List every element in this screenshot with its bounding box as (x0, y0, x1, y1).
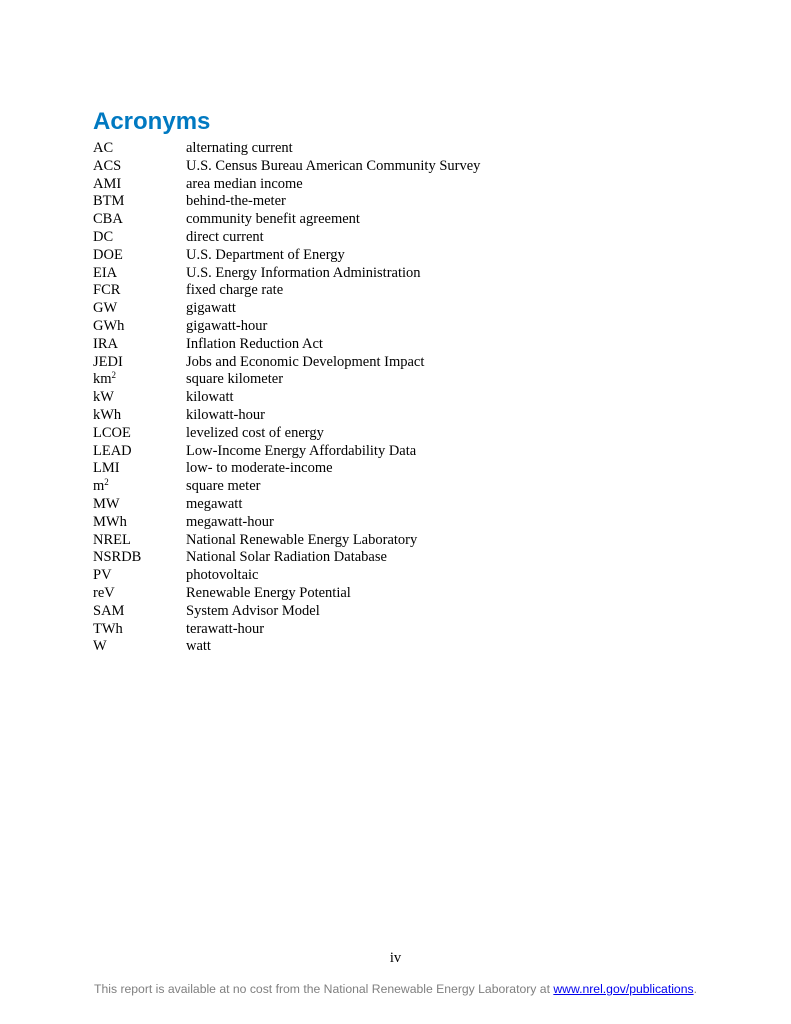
acronym-term-text: AC (93, 140, 114, 156)
acronym-term (93, 514, 186, 532)
acronym-term-text: BTM (93, 193, 125, 210)
acronym-row (93, 532, 480, 550)
acronym-row (93, 300, 480, 318)
acronym-definition: gigawatt-hour (186, 317, 268, 334)
acronym-term-text: m (93, 478, 105, 495)
acronym-definition: levelized cost of energy (186, 424, 324, 441)
acronym-term (93, 603, 186, 621)
acronym-superscript: 2 (111, 370, 117, 381)
acronym-term-text: LCOE (93, 424, 131, 441)
acronym-row (93, 336, 480, 354)
acronym-term (93, 300, 186, 318)
acronym-term (93, 478, 186, 496)
acronym-term-text: DC (93, 228, 114, 245)
acronym-row (93, 514, 480, 532)
footer-end: . (693, 982, 697, 996)
acronym-row (93, 158, 480, 176)
acronym-term (93, 318, 186, 336)
acronym-term-text: SAM (93, 602, 125, 619)
acronym-definition: behind-the-meter (186, 193, 286, 210)
acronym-definition: U.S. Census Bureau American Community Survey (186, 157, 481, 174)
acronym-term (93, 282, 186, 300)
acronym-row (93, 354, 480, 372)
acronym-definition: kilowatt-hour (186, 406, 265, 423)
acronym-term (93, 621, 186, 639)
acronym-row (93, 229, 480, 247)
page-title: Acronyms (93, 108, 211, 135)
acronym-term (93, 389, 186, 407)
acronym-term-text: kW (93, 389, 114, 406)
acronym-term (93, 532, 186, 550)
acronym-row (93, 425, 480, 443)
acronym-term-text: GWh (93, 317, 125, 334)
acronym-term-text: FCR (93, 282, 121, 299)
acronym-term-text: reV (93, 584, 115, 601)
acronym-term (93, 176, 186, 194)
acronym-definition: alternating current (186, 140, 293, 156)
acronym-term (93, 371, 186, 389)
acronym-row (93, 496, 480, 514)
acronym-term-text: TWh (93, 620, 123, 637)
acronym-term-text: kWh (93, 406, 122, 423)
acronym-term-text: GW (93, 300, 118, 317)
acronym-term (93, 336, 186, 354)
acronym-definition: Renewable Energy Potential (186, 584, 351, 601)
acronym-row (93, 371, 480, 389)
acronym-term-text: ACS (93, 157, 122, 174)
acronym-term-text: NSRDB (93, 549, 142, 566)
acronym-row (93, 265, 480, 283)
acronym-definition: megawatt (186, 495, 243, 512)
acronym-definition: Inflation Reduction Act (186, 335, 323, 352)
acronym-term (93, 496, 186, 514)
acronym-row (93, 603, 480, 621)
acronym-definition: Jobs and Economic Development Impact (186, 353, 425, 370)
acronym-term (93, 265, 186, 283)
acronym-row (93, 193, 480, 211)
acronym-term-text: DOE (93, 246, 123, 263)
acronym-definition: U.S. Department of Energy (186, 246, 345, 263)
footer-text: This report is available at no cost from the National Renewable Energy Laboratory at (94, 982, 554, 996)
acronym-row (93, 621, 480, 639)
acronym-term-text: JEDI (93, 353, 123, 370)
acronym-term-text: km (93, 371, 112, 388)
acronym-term-text: MWh (93, 513, 127, 530)
acronym-term (93, 585, 186, 603)
acronym-term-text: LEAD (93, 442, 132, 459)
acronym-term (93, 407, 186, 425)
acronym-term-text: EIA (93, 264, 118, 281)
acronym-term (93, 140, 186, 158)
acronym-row (93, 211, 480, 229)
acronym-term-text: PV (93, 567, 112, 584)
acronym-definition: square kilometer (186, 371, 284, 388)
publications-link[interactable]: www.nrel.gov/publications (553, 982, 694, 996)
acronym-term (93, 247, 186, 265)
acronym-definition: U.S. Energy Information Administration (186, 264, 421, 281)
acronym-term (93, 567, 186, 585)
acronym-definition: photovoltaic (186, 567, 259, 584)
acronym-term (93, 460, 186, 478)
acronym-term-text: CBA (93, 211, 123, 228)
acronym-term-text: IRA (93, 335, 118, 352)
acronym-row (93, 176, 480, 194)
acronym-row (93, 460, 480, 478)
acronym-term-text: LMI (93, 460, 120, 477)
acronym-row (93, 443, 480, 461)
acronym-definition: Low-Income Energy Affordability Data (186, 442, 417, 459)
acronym-definition: watt (186, 638, 211, 655)
acronym-row (93, 638, 480, 656)
acronym-term (93, 354, 186, 372)
acronym-definition: community benefit agreement (186, 211, 360, 228)
acronym-term (93, 229, 186, 247)
acronym-row (93, 247, 480, 265)
acronym-definition: System Advisor Model (186, 602, 320, 619)
acronym-definition: low- to moderate-income (186, 460, 333, 477)
acronym-term-text: MW (93, 495, 120, 512)
acronym-definition: direct current (186, 228, 264, 245)
acronym-term (93, 638, 186, 656)
acronym-term-text: W (93, 638, 107, 655)
acronym-definition: megawatt-hour (186, 513, 274, 530)
acronym-term (93, 158, 186, 176)
acronym-term-text: AMI (93, 175, 122, 192)
acronym-term (93, 211, 186, 229)
acronym-definition: terawatt-hour (186, 620, 265, 637)
acronym-list (93, 140, 480, 656)
acronym-definition: National Renewable Energy Laboratory (186, 531, 418, 548)
acronym-row (93, 567, 480, 585)
acronym-definition: fixed charge rate (186, 282, 284, 299)
acronym-row (93, 140, 480, 158)
acronym-row (93, 282, 480, 300)
page-number: iv (389, 950, 402, 966)
acronym-definition: gigawatt (186, 300, 236, 317)
acronym-definition: kilowatt (186, 389, 234, 406)
acronym-term (93, 443, 186, 461)
acronym-term (93, 549, 186, 567)
acronym-row (93, 549, 480, 567)
acronym-row (93, 585, 480, 603)
footer (0, 980, 791, 998)
acronym-term-text: NREL (93, 531, 131, 548)
acronym-definition: area median income (186, 175, 303, 192)
acronym-definition: square meter (186, 478, 261, 495)
acronym-term (93, 193, 186, 211)
acronym-term (93, 425, 186, 443)
acronym-row (93, 407, 480, 425)
acronym-definition: National Solar Radiation Database (186, 549, 387, 566)
acronym-row (93, 389, 480, 407)
acronym-superscript: 2 (104, 477, 109, 488)
acronym-row (93, 478, 480, 496)
acronym-row (93, 318, 480, 336)
